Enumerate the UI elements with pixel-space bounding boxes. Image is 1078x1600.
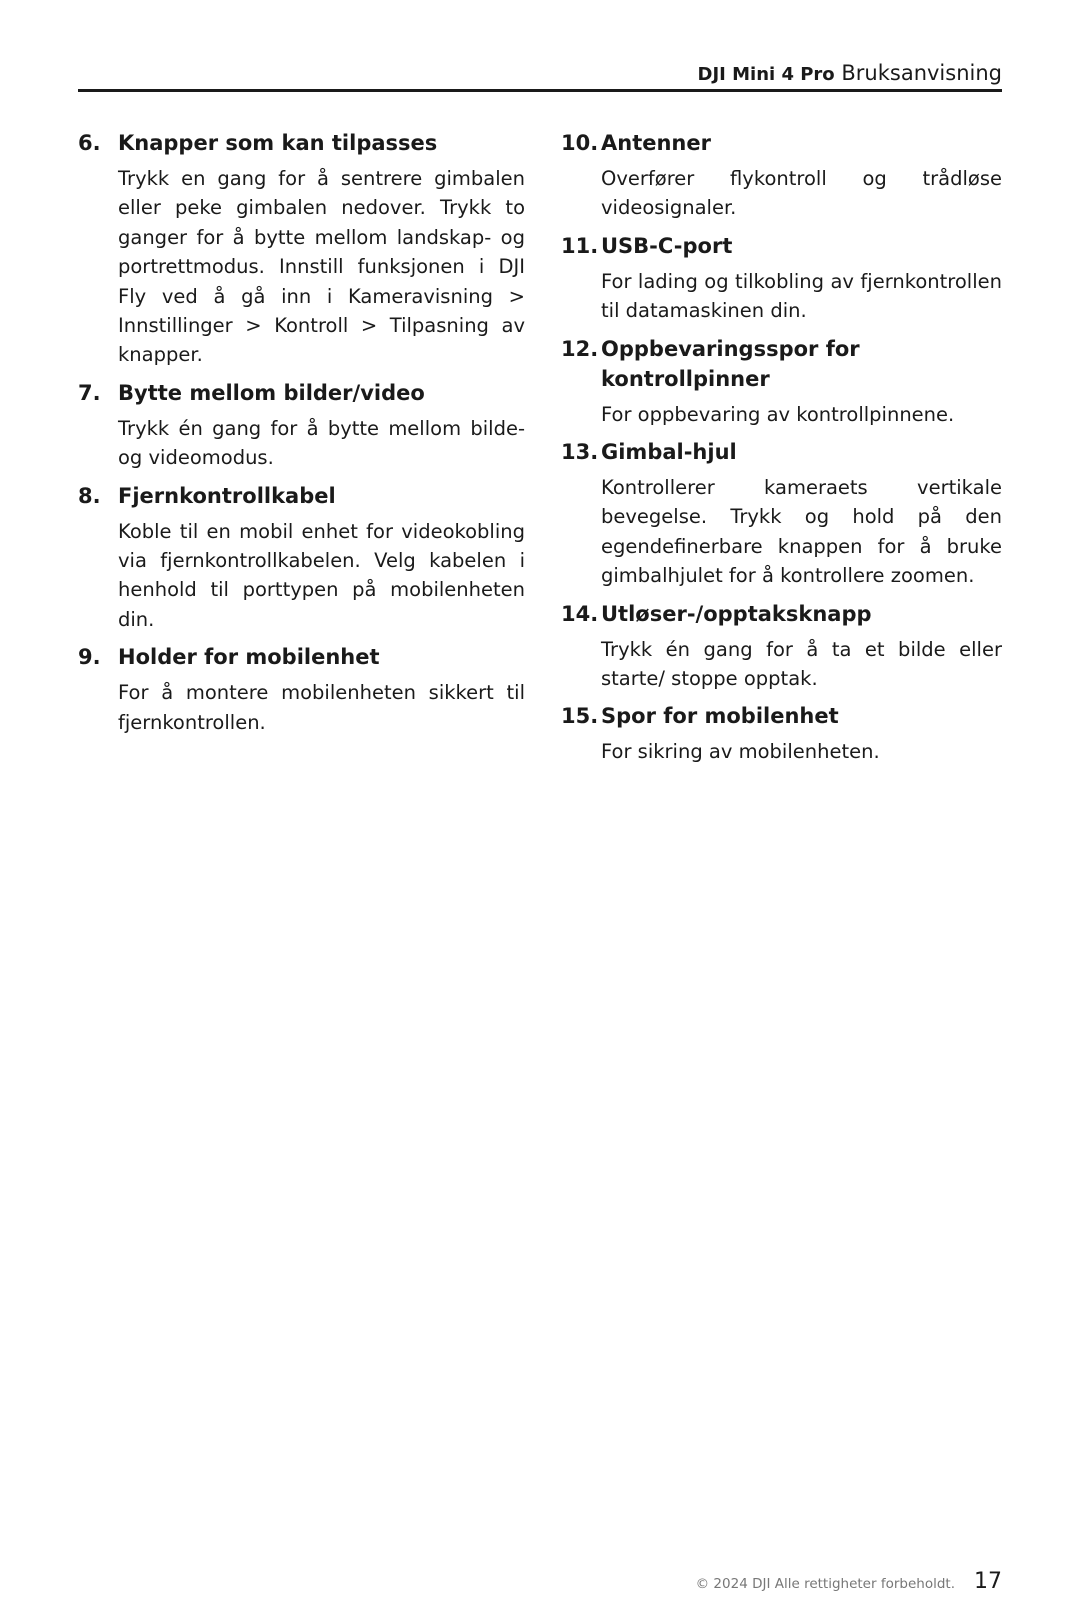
item-text: For sikring av mobilenheten. [601,740,880,764]
header-doc-title: Bruksanvisning [841,61,1002,85]
item-text: Kontrollerer kameraets vertikale bevegelse. Trykk og hold på den egendefinerbare knappen for å bruke gimbalhjulet for å kontrollere zoomen. [601,476,1002,588]
list-item [561,334,1002,429]
header-divider [78,89,1002,92]
right-column [561,128,1002,775]
item-body [118,378,525,473]
list-item [78,481,525,635]
item-text: Trykk en gang for å sentrere gimbalen eller peke gimbalen nedover. Trykk to ganger for å bytte mellom landskap- og portrettmodus. Innstill funksjonen i DJI Fly ved å gå inn i Kameravisning > Innstillinger > Kontroll > Tilpasning av knapper. [118,167,525,367]
item-title: Antenner [601,131,711,155]
item-text: For å montere mobilenheten sikkert til fjernkontrollen. [118,681,525,734]
item-title: Oppbevaringsspor for kontrollpinner [601,336,860,391]
list-item [78,128,525,370]
item-text: Overfører flykontroll og trådløse videosignaler. [601,167,1002,220]
item-text: Trykk én gang for å bytte mellom bilde- og videomodus. [118,416,525,470]
item-body [601,334,1002,429]
item-number: 9. [78,645,101,670]
item-number: 10. [561,131,599,155]
header-product-name: DJI Mini 4 Pro [697,64,835,85]
item-title: Utløser-/opptaksknapp [601,601,872,626]
item-number: 6. [78,131,101,155]
page-number: 17 [974,1569,1002,1594]
list-item [561,599,1002,694]
item-title: Gimbal-hjul [601,440,737,465]
item-title: Knapper som kan tilpasses [118,131,438,155]
item-text: For lading og tilkobling av fjernkontrollen til datamaskinen din. [601,269,1002,323]
item-body [601,231,1002,326]
page-header [78,58,1002,90]
item-body [118,481,525,635]
item-number: 8. [78,483,101,508]
item-text: For oppbevaring av kontrollpinnene. [601,402,955,426]
item-text: Koble til en mobil enhet for videokobling via fjernkontrollkabelen. Velg kabelen i henhold til porttypen på mobilenheten din. [118,519,525,631]
item-title: Bytte mellom bilder/video [118,380,425,405]
list-item [561,437,1002,591]
item-title: Fjernkontrollkabel [118,483,336,508]
item-body [601,701,1002,766]
item-number: 11. [561,233,599,258]
footer-copyright: © 2024 DJI Alle rettigheter forbeholdt. [695,1576,955,1592]
list-item [78,642,525,737]
list-item [561,231,1002,326]
item-title: USB-C-port [601,233,733,258]
item-title: Spor for mobilenhet [601,704,839,729]
item-text: Trykk én gang for å ta et bilde eller starte/ stoppe opptak. [601,637,1002,691]
list-item [78,378,525,473]
list-item [561,128,1002,223]
item-body [601,599,1002,694]
item-number: 14. [561,601,599,626]
item-number: 7. [78,380,101,405]
item-body [601,437,1002,591]
item-number: 15. [561,704,599,729]
item-body [118,128,525,370]
item-number: 12. [561,336,599,361]
list-item [561,701,1002,766]
left-column [78,128,525,745]
item-title: Holder for mobilenhet [118,645,380,670]
item-body [118,642,525,737]
item-body [601,128,1002,223]
item-number: 13. [561,440,599,465]
